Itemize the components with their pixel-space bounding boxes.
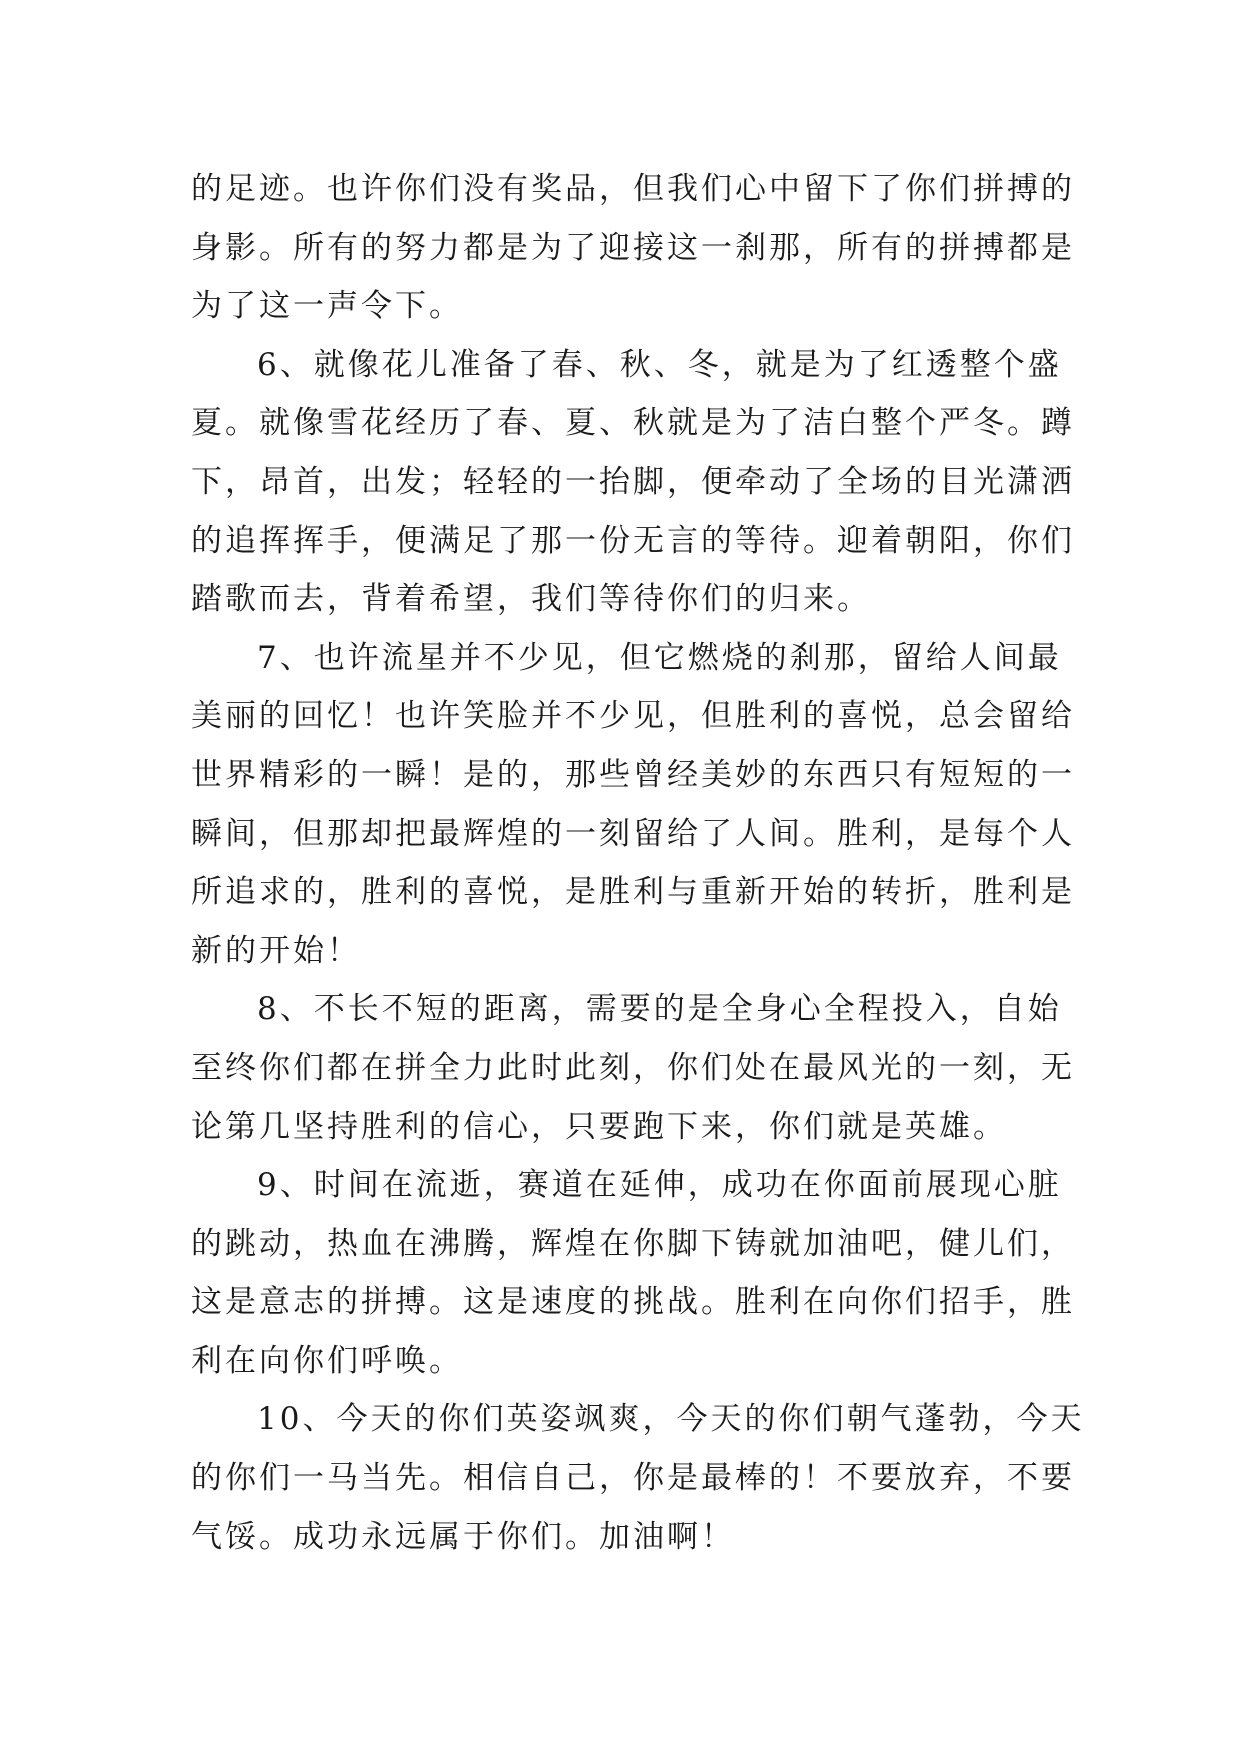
text-line: 身影。所有的努力都是为了迎接这一刹那，所有的拼搏都是 xyxy=(191,229,1075,266)
paragraph-10-start: 10、今天的你们英姿飒爽，今天的你们朝气蓬勃，今天 xyxy=(257,1401,1085,1438)
text-line: 新的开始！ xyxy=(191,932,361,969)
text-line: 的你们一马当先。相信自己，你是最棒的！不要放弃，不要 xyxy=(191,1460,1075,1497)
paragraph-8-start: 8、不长不短的距离，需要的是全身心全程投入，自始 xyxy=(257,991,1062,1028)
text-line: 利在向你们呼唤。 xyxy=(191,1342,463,1379)
text-line: 论第几坚持胜利的信心，只要跑下来，你们就是英雄。 xyxy=(191,1108,1007,1145)
text-line: 美丽的回忆！也许笑脸并不少见，但胜利的喜悦，总会留给 xyxy=(191,698,1075,735)
text-line: 至终你们都在拼全力此时此刻，你们处在最风光的一刻，无 xyxy=(191,1049,1075,1086)
text-line: 所追求的，胜利的喜悦，是胜利与重新开始的转折，胜利是 xyxy=(191,874,1075,911)
text-line: 世界精彩的一瞬！是的，那些曾经美妙的东西只有短短的一 xyxy=(191,756,1075,793)
text-line: 的跳动，热血在沸腾，辉煌在你脚下铸就加油吧，健儿们， xyxy=(191,1225,1075,1262)
text-line: 瞬间，但那却把最辉煌的一刻留给了人间。胜利，是每个人 xyxy=(191,815,1075,852)
text-line: 的足迹。也许你们没有奖品，但我们心中留下了你们拼搏的 xyxy=(191,171,1075,207)
text-line: 夏。就像雪花经历了春、夏、秋就是为了洁白整个严冬。蹲 xyxy=(191,405,1075,442)
document-body xyxy=(191,160,1085,1566)
text-line: 为了这一声令下。 xyxy=(191,288,463,325)
text-line: 这是意志的拼搏。这是速度的挑战。胜利在向你们招手，胜 xyxy=(191,1284,1075,1321)
paragraph-9-start: 9、时间在流逝，赛道在延伸，成功在你面前展现心脏 xyxy=(257,1167,1062,1204)
paragraph-7-start: 7、也许流星并不少见，但它燃烧的刹那，留给人间最 xyxy=(257,639,1062,676)
paragraph-6-start: 6、就像花儿准备了春、秋、冬，就是为了红透整个盛 xyxy=(257,346,1062,383)
text-line: 踏歌而去，背着希望，我们等待你们的归来。 xyxy=(191,581,871,618)
text-line: 的追挥挥手，便满足了那一份无言的等待。迎着朝阳，你们 xyxy=(191,522,1075,559)
text-line: 下，昂首，出发；轻轻的一抬脚，便牵动了全场的目光潇洒 xyxy=(191,463,1075,500)
text-line: 气馁。成功永远属于你们。加油啊！ xyxy=(191,1518,735,1555)
